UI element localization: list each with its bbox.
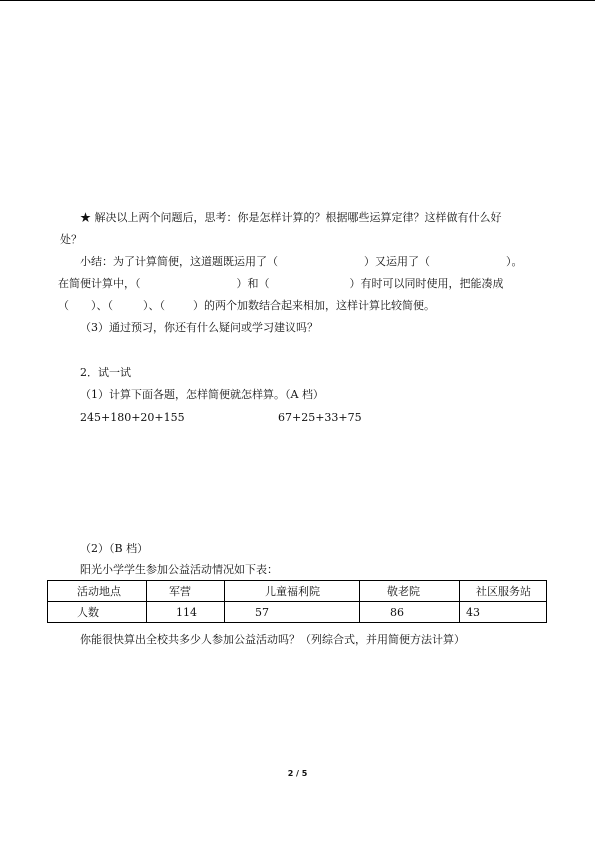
table-cell: 儿童福利院 xyxy=(225,581,360,602)
table-cell: 114 xyxy=(147,602,225,623)
table-cell: 43 xyxy=(460,602,547,623)
expression-1: 245+180+20+155 xyxy=(80,411,185,424)
summary-line-1: 小结：为了计算简便，这道题既运用了（ ）又运用了（ ）。 xyxy=(80,255,523,268)
table-cell: 57 xyxy=(225,602,360,623)
part-1-title: （1）计算下面各题，怎样简便就怎样算。（A 档） xyxy=(80,388,324,401)
part-2-title: （2）（B 档） xyxy=(80,542,149,555)
section-2-title: 2．试一试 xyxy=(80,366,131,379)
final-question: 你能很快算出全校共多少人参加公益活动吗？（列综合式，并用简便方法计算） xyxy=(80,633,465,646)
table-cell: 人数 xyxy=(48,602,147,623)
table-cell: 敬老院 xyxy=(360,581,460,602)
question-3: （3）通过预习，你还有什么疑问或学习建议吗？ xyxy=(80,321,318,334)
table-caption: 阳光小学学生参加公益活动情况如下表： xyxy=(80,563,278,576)
table-cell: 军营 xyxy=(147,581,225,602)
page-number: 2 / 5 xyxy=(287,769,308,778)
star-icon: ★ xyxy=(80,211,91,224)
top-rule xyxy=(0,0,595,1)
summary-line-2: 在简便计算中，（ ）和（ ）有时可以同时使用，把能凑成 xyxy=(58,277,504,290)
table-row xyxy=(48,602,547,623)
table-header-row xyxy=(48,581,547,602)
summary-line-3: （ ）、（ ）、（ ）的两个加数结合起来相加，这样计算比较简便。 xyxy=(58,299,435,312)
table-cell: 活动地点 xyxy=(48,581,147,602)
think-line-1: ★ 解决以上两个问题后，思考：你是怎样计算的？根据哪些运算定律？这样做有什么好 xyxy=(80,211,502,224)
think-line-2: 处？ xyxy=(60,233,82,246)
table-cell: 86 xyxy=(360,602,460,623)
table-cell: 社区服务站 xyxy=(460,581,547,602)
activity-table xyxy=(47,580,547,623)
expression-2: 67+25+33+75 xyxy=(278,411,362,424)
